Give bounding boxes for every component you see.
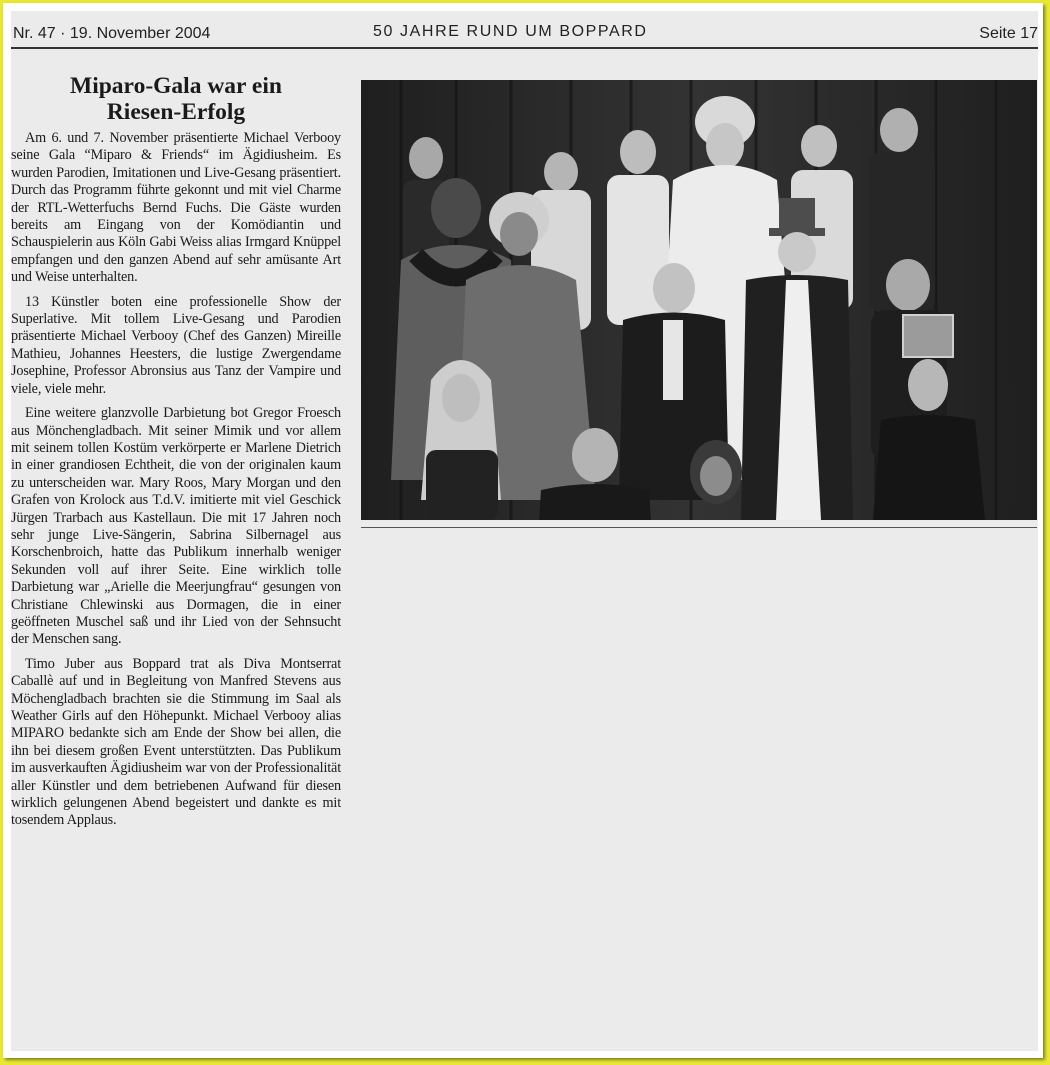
article-body (11, 130, 341, 830)
headline-line-1: Miparo-Gala war ein (70, 73, 282, 99)
newspaper-page (11, 11, 1038, 1051)
group-photo (361, 80, 1037, 520)
group-photo-image (361, 80, 1037, 520)
headline-line-2: Riesen-Erfolg (106, 99, 246, 125)
headline (11, 73, 341, 125)
performer-front-blonde (421, 360, 501, 520)
photo-divider (361, 527, 1037, 528)
article-paragraph: Eine weitere glanzvolle Darbietung bot Gregor Froesch aus Mönchengladbach. Mit seiner Mimik und vor allem mit seinem tollen Kostüm verkörperte er Marlene Dietrich in einer grandiosen Echtheit, die von der originalen kaum zu unterscheiden war. Mary Roos, Mary Morgan und den Grafen von Krolock aus T.d.V. imitierte mit viel Geschick Jürgen Trarbach aus Kastellaun. Die mit 17 Jahren noch sehr junge Live-Sängerin, Sabrina Silbernagel aus Korschenbroich, hatte das Publikum innerhalb weniger Sekunden voll auf ihrer Seite. Eine wirklich tolle Darbietung war „Arielle die Meerjungfrau“ gesungen von Christiane Chlewinski aus Dormagen, die in einer geöffneten Muschel saß und ihr Lied von der Sehnsucht der Menschen sang. (11, 405, 341, 648)
article-paragraph: 13 Künstler boten eine professionelle Show der Superlative. Mit tollem Live-Gesang und Parodien präsentierte Michael Verbooy (Chef des Ganzen) Mireille Mathieu, Johannes Heesters, die lustige Zwergendame Josephine, Professor Abronsius aus Tanz der Vampire und viele, viele mehr. (11, 293, 341, 397)
section-title: 50 JAHRE RUND UM BOPPARD (373, 23, 648, 40)
performer-front-dark-hair (690, 440, 742, 504)
article-paragraph: Am 6. und 7. November präsentierte Michael Verbooy seine Gala “Miparo & Friends“ im Ägidiusheim. Es wurden Parodien, Imitationen und Live-Gesang präsentiert. Durch das Programm führte gekonnt und mit viel Charme der RTL-Wetterfuchs Bernd Fuchs. Die Gäste wurden bereits am Eingang von der Komödiantin und Schauspielerin aus Köln Gabi Weiss alias Irmgard Knüppel empfangen und den ganzen Abend auf sehr amüsante Art und Weise unterhalten. (11, 130, 341, 286)
page-number: Seite 17 (979, 25, 1038, 42)
article-paragraph: Timo Juber aus Boppard trat als Diva Montserrat Caballè auf und in Begleitung von Manfred Stevens aus Möchengladbach brachten sie die Stimmung im Saal als Weather Girls auf den Höhepunkt. Michael Verbooy alias MIPARO bedankte sich am Ende der Show bei allen, die ihn bei diesem großen Event unterstützten. Das Publikum im ausverkauften Ägidiusheim war von der Professionalität aller Künstler und dem betriebenen Aufwand für diesen wirklich gelungenen Abend begeistert und dankte es mit tosendem Applaus. (11, 655, 341, 829)
issue-date: Nr. 47 · 19. November 2004 (13, 25, 211, 42)
page-frame (3, 3, 1043, 1058)
header-rule (11, 47, 1038, 49)
article-column (11, 73, 341, 837)
